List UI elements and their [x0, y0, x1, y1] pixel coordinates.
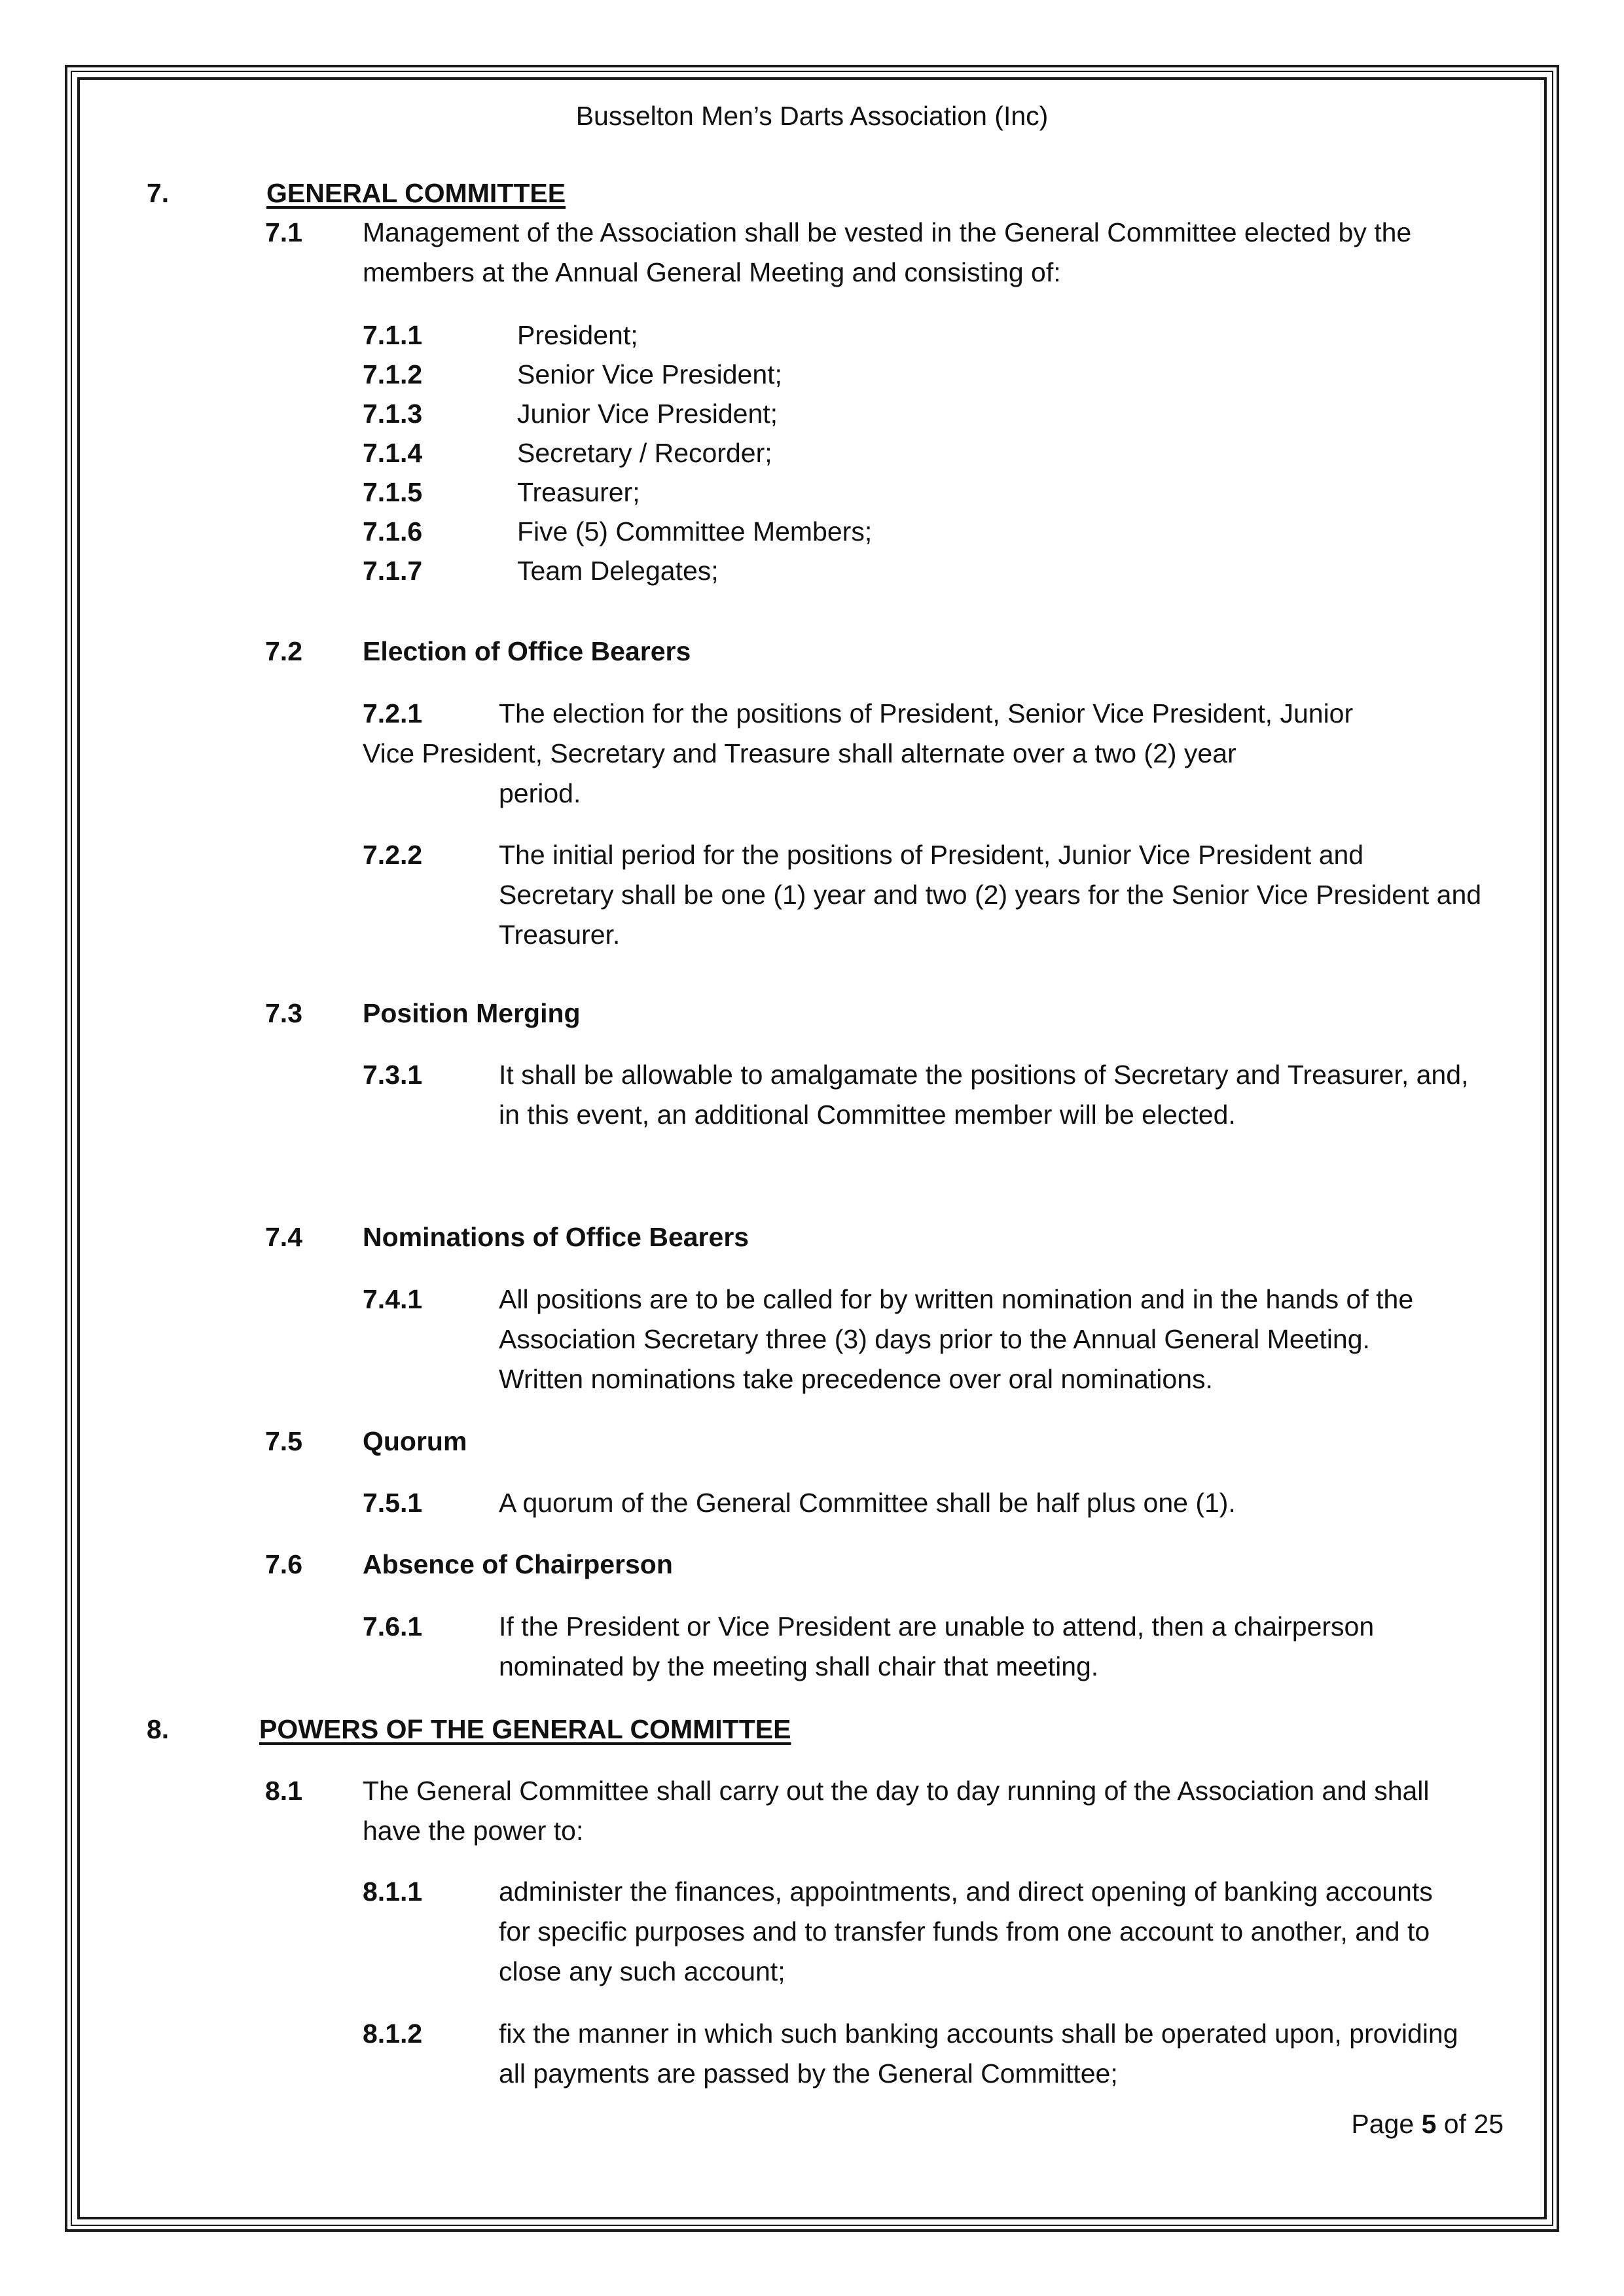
item-8-1-1-line-1: administer the finances, appointments, and direct opening of banking accounts	[499, 1876, 1433, 1907]
clause-7-1-number: 7.1	[265, 217, 302, 247]
clause-8-1-line-2: have the power to:	[363, 1816, 584, 1846]
item-7-5-1-number: 7.5.1	[363, 1488, 423, 1518]
page-of-label: of	[1443, 2109, 1466, 2139]
section-8-title: POWERS OF THE GENERAL COMMITTEE	[259, 1714, 791, 1744]
clause-7-4-title: Nominations of Office Bearers	[363, 1222, 749, 1252]
item-7-2-2-number: 7.2.2	[363, 840, 423, 870]
item-7-1-6-number: 7.1.6	[363, 516, 423, 547]
item-7-2-2-line-2: Secretary shall be one (1) year and two (2) years for the Senior Vice President and	[499, 880, 1482, 910]
section-7-number: 7.	[147, 178, 170, 208]
item-7-1-5-text: Treasurer;	[517, 477, 640, 507]
item-7-2-1-line-1: The election for the positions of President, Senior Vice President, Junior	[499, 698, 1354, 728]
item-7-2-1-line-2: Vice President, Secretary and Treasure shall alternate over a two (2) year	[363, 738, 1236, 768]
clause-7-3-number: 7.3	[265, 998, 302, 1028]
item-7-3-1-number: 7.3.1	[363, 1060, 423, 1090]
clause-7-5-number: 7.5	[265, 1426, 302, 1456]
page-number-footer	[1351, 2104, 1504, 2144]
item-7-4-1-line-1: All positions are to be called for by written nomination and in the hands of the	[499, 1284, 1414, 1314]
item-7-4-1-line-3: Written nominations take precedence over oral nominations.	[499, 1364, 1213, 1394]
item-7-1-3-number: 7.1.3	[363, 399, 423, 429]
item-8-1-2-line-1: fix the manner in which such banking accounts shall be operated upon, providing	[499, 2018, 1458, 2049]
clause-7-1-line-1: Management of the Association shall be vested in the General Committee elected by the	[363, 217, 1412, 247]
item-7-4-1-number: 7.4.1	[363, 1284, 423, 1314]
clause-7-4-number: 7.4	[265, 1222, 302, 1252]
item-7-6-1-line-1: If the President or Vice President are unable to attend, then a chairperson	[499, 1611, 1375, 1641]
item-7-6-1-number: 7.6.1	[363, 1611, 423, 1641]
item-7-1-7-text: Team Delegates;	[517, 556, 719, 586]
section-7-title: GENERAL COMMITTEE	[266, 178, 566, 208]
page-current: 5	[1421, 2109, 1437, 2139]
clause-8-1-number: 8.1	[265, 1776, 302, 1806]
clause-7-3-title: Position Merging	[363, 998, 581, 1028]
clause-8-1-line-1: The General Committee shall carry out the day to day running of the Association and shall	[363, 1776, 1430, 1806]
item-7-1-1-number: 7.1.1	[363, 320, 423, 350]
page-label: Page	[1351, 2109, 1415, 2139]
section-8-number: 8.	[147, 1714, 170, 1744]
item-8-1-2-number: 8.1.2	[363, 2018, 423, 2049]
item-7-6-1-line-2: nominated by the meeting shall chair that meeting.	[499, 1651, 1099, 1681]
clause-7-6-number: 7.6	[265, 1549, 302, 1579]
item-7-1-4-text: Secretary / Recorder;	[517, 438, 772, 468]
clause-7-2-title: Election of Office Bearers	[363, 636, 691, 666]
item-7-5-1-line-1: A quorum of the General Committee shall be half plus one (1).	[499, 1488, 1236, 1518]
item-7-2-1-number: 7.2.1	[363, 698, 423, 728]
item-7-1-3-text: Junior Vice President;	[517, 399, 778, 429]
item-7-3-1-line-1: It shall be allowable to amalgamate the positions of Secretary and Treasurer, and,	[499, 1060, 1469, 1090]
item-7-2-1-line-3: period.	[499, 778, 581, 808]
item-7-1-2-number: 7.1.2	[363, 359, 423, 389]
item-7-1-6-text: Five (5) Committee Members;	[517, 516, 873, 547]
item-7-1-7-number: 7.1.7	[363, 556, 423, 586]
clause-7-1-line-2: members at the Annual General Meeting and consisting of:	[363, 257, 1061, 287]
item-7-4-1-line-2: Association Secretary three (3) days prior to the Annual General Meeting.	[499, 1324, 1370, 1354]
clause-7-2-number: 7.2	[265, 636, 302, 666]
item-8-1-1-line-3: close any such account;	[499, 1956, 785, 1986]
item-7-1-5-number: 7.1.5	[363, 477, 423, 507]
item-8-1-2-line-2: all payments are passed by the General Committee;	[499, 2058, 1118, 2089]
item-8-1-1-line-2: for specific purposes and to transfer funds from one account to another, and to	[499, 1916, 1430, 1946]
item-7-1-2-text: Senior Vice President;	[517, 359, 782, 389]
page-header: Busselton Men’s Darts Association (Inc)	[575, 101, 1049, 131]
item-7-3-1-line-2: in this event, an additional Committee member will be elected.	[499, 1100, 1236, 1130]
item-7-1-1-text: President;	[517, 320, 638, 350]
clause-7-5-title: Quorum	[363, 1426, 467, 1456]
page-total: 25	[1473, 2109, 1504, 2139]
item-7-1-4-number: 7.1.4	[363, 438, 423, 468]
item-7-2-2-line-3: Treasurer.	[499, 920, 621, 950]
item-7-2-2-line-1: The initial period for the positions of President, Junior Vice President and	[499, 840, 1364, 870]
clause-7-6-title: Absence of Chairperson	[363, 1549, 673, 1579]
item-8-1-1-number: 8.1.1	[363, 1876, 423, 1907]
